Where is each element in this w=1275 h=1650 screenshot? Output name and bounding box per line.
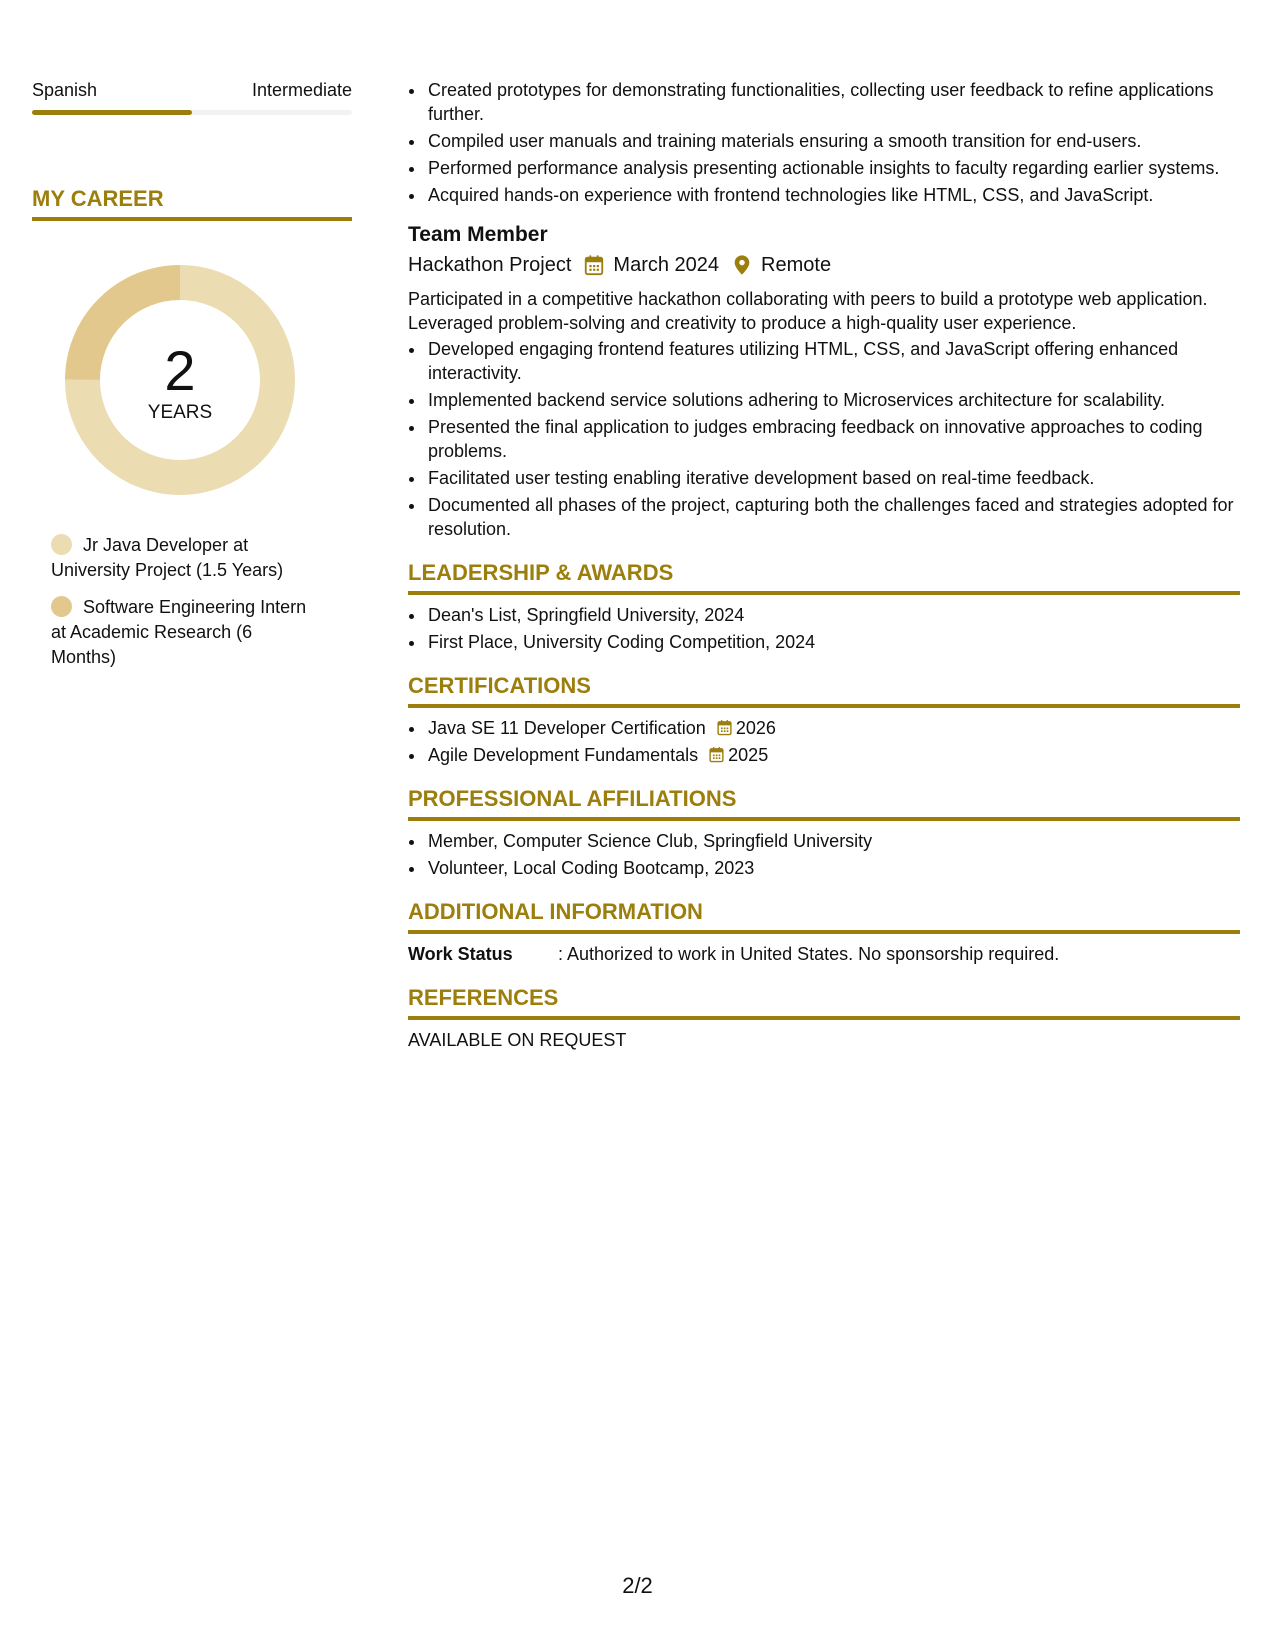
career-section-title: MY CAREER: [32, 185, 352, 221]
references-text: AVAILABLE ON REQUEST: [408, 1030, 627, 1050]
list-item: • Implemented backend service solutions adhering to Microservices architecture for scalability.: [426, 388, 1240, 412]
calendar-icon: [583, 254, 605, 276]
list-item: • Documented all phases of the project, capturing both the challenges faced and strategies adopted for resolution.: [426, 493, 1240, 541]
job-description: Participated in a competitive hackathon collaborating with peers to build a prototype web application. Leveraged problem-solving and creativity to produce a high-quality user experience.: [408, 289, 1208, 333]
work-status-row: [408, 942, 1240, 966]
work-status-value: : Authorized to work in United States. No sponsorship required.: [558, 944, 1060, 964]
list-item: • Performed performance analysis presenting actionable insights to faculty regarding earlier systems.: [426, 156, 1240, 180]
affiliations-list: [408, 829, 1240, 880]
career-total-years: 2: [164, 339, 196, 402]
language-proficiency-fill: [32, 110, 192, 115]
additional-info-section-title: ADDITIONAL INFORMATION: [408, 898, 1240, 934]
list-item: • Facilitated user testing enabling iterative development based on real-time feedback.: [426, 466, 1240, 490]
legend-label: Jr Java Developer at University Project (1.5 Years): [51, 535, 284, 580]
list-item: • Dean's List, Springfield University, 2024: [426, 603, 1240, 627]
page-number: 2/2: [622, 1573, 653, 1598]
legend-dot: [51, 534, 72, 555]
list-item: • Presented the final application to judges embracing feedback on innovative approaches to coding problems.: [426, 415, 1240, 463]
cert-year: 2025: [728, 745, 769, 765]
work-status-key: Work Status: [408, 944, 513, 964]
certifications-section-title: CERTIFICATIONS: [408, 672, 1240, 708]
list-item: • Developed engaging frontend features utilizing HTML, CSS, and JavaScript offering enhanced interactivity.: [426, 337, 1240, 385]
language-level: Intermediate: [251, 80, 352, 100]
list-item: • Acquired hands-on experience with frontend technologies like HTML, CSS, and JavaScript.: [426, 183, 1240, 207]
list-item: [426, 743, 1240, 767]
job-location: Remote: [761, 254, 832, 276]
map-pin-icon: [731, 254, 753, 276]
affiliations-section-title: PROFESSIONAL AFFILIATIONS: [408, 785, 1240, 821]
job-date: March 2024: [613, 254, 720, 276]
cert-name: Agile Development Fundamentals: [428, 745, 699, 765]
list-item: [426, 716, 1240, 740]
legend-dot: [51, 596, 72, 617]
legend-item: [51, 533, 321, 583]
legend-label: Software Engineering Intern at Academic Research (6 Months): [51, 597, 307, 667]
list-item: • First Place, University Coding Competition, 2024: [426, 630, 1240, 654]
previous-job-bullets: [408, 78, 1240, 207]
career-donut-chart: [65, 265, 295, 495]
career-legend: [51, 533, 321, 670]
references-section-title: REFERENCES: [408, 984, 1240, 1020]
job-meta: [408, 251, 1240, 279]
language-entry: [32, 78, 352, 115]
career-years-label: YEARS: [147, 402, 213, 423]
list-item: • Created prototypes for demonstrating functionalities, collecting user feedback to refine applications further.: [426, 78, 1240, 126]
job-bullets: [408, 337, 1240, 541]
calendar-icon: [716, 719, 733, 736]
list-item: • Volunteer, Local Coding Bootcamp, 2023: [426, 856, 1240, 880]
cert-year: 2026: [735, 718, 776, 738]
language-proficiency-bar: [32, 110, 352, 115]
job-title: Team Member: [408, 223, 548, 246]
list-item: • Member, Computer Science Club, Springfield University: [426, 829, 1240, 853]
calendar-icon: [708, 746, 725, 763]
right-column: [408, 78, 1240, 1052]
job-company: Hackathon Project: [408, 254, 572, 276]
leadership-list: [408, 603, 1240, 654]
cert-name: Java SE 11 Developer Certification: [428, 718, 706, 738]
certifications-list: [408, 716, 1240, 767]
leadership-section-title: LEADERSHIP & AWARDS: [408, 559, 1240, 595]
left-column: [32, 78, 352, 682]
language-name: Spanish: [32, 80, 98, 100]
legend-item: [51, 595, 321, 670]
list-item: • Compiled user manuals and training materials ensuring a smooth transition for end-users.: [426, 129, 1240, 153]
